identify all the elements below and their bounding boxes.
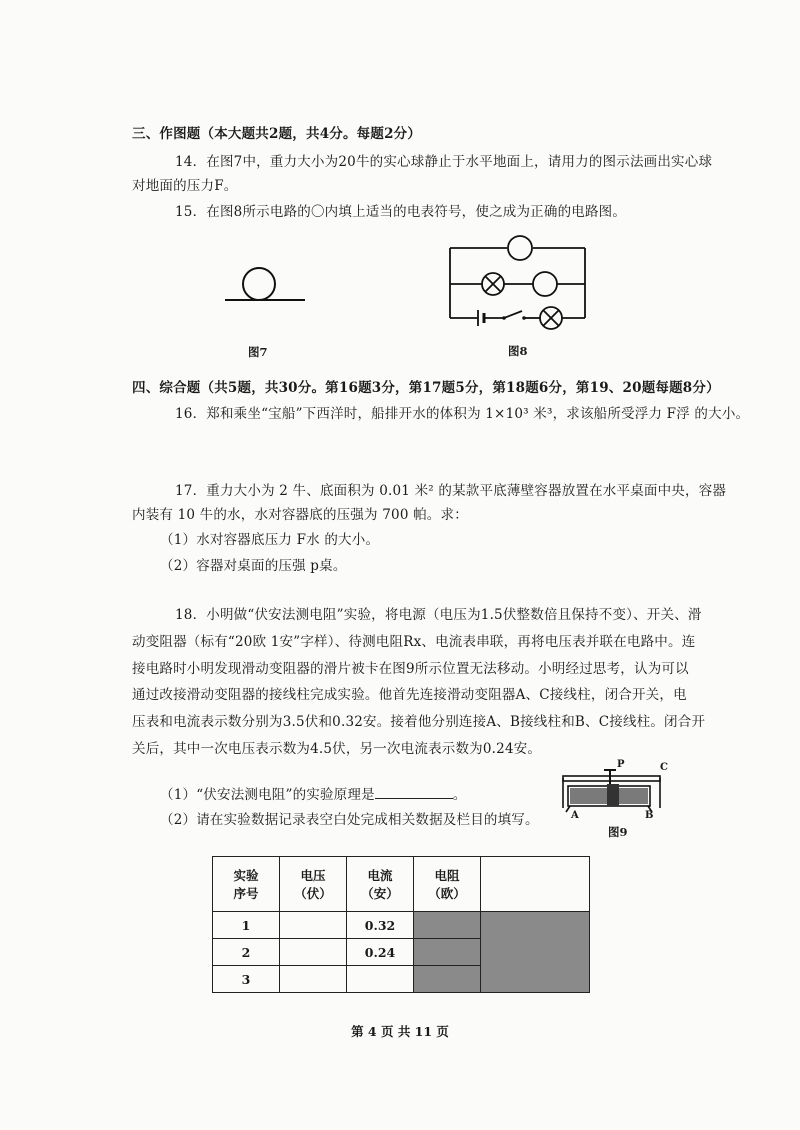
page-footer: 第 4 页 共 11 页 <box>351 1024 449 1039</box>
q18-sub1 <box>160 783 467 803</box>
row2-voltage[interactable] <box>280 939 347 966</box>
row1-voltage[interactable] <box>280 912 347 939</box>
section3-title: 三、作图题（本大题共2题，共4分。每题2分） <box>132 126 422 142</box>
q18-sub1-end: 。 <box>452 787 467 803</box>
row2-seq: 2 <box>213 939 280 966</box>
q18-line3: 接电路时小明发现滑动变阻器的滑片被卡在图9所示位置无法移动。小明经过思考，认为可以 <box>132 661 689 677</box>
q17-sub1: （1）水对容器底压力 F水 的大小。 <box>160 532 380 548</box>
q18-line1: 18．小明做“伏安法测电阻”实验，将电源（电压为1.5伏整数倍且保持不变）、开关、滑 <box>175 607 702 623</box>
row3-voltage[interactable] <box>280 966 347 993</box>
answer-blank[interactable] <box>375 786 453 799</box>
q18-line4: 通过改接滑动变阻器的接线柱完成实验。他首先连接滑动变阻器A、C接线柱，闭合开关，电 <box>132 687 687 703</box>
figure9-caption: 图9 <box>608 825 628 839</box>
average-cell-shaded <box>481 912 590 993</box>
figure9-label-a: A <box>571 810 579 821</box>
header-voltage-line1: 电压 <box>300 868 326 883</box>
q18-line6: 关后，其中一次电压表示数为4.5伏，另一次电流表示数为0.24安。 <box>132 741 542 757</box>
data-record-table <box>212 856 590 993</box>
row3-resistance-shaded <box>414 966 481 993</box>
header-current-line1: 电流 <box>367 868 393 883</box>
q17-line2: 内装有 10 牛的水，水对容器底的压强为 700 帕。求： <box>132 507 468 523</box>
header-current <box>347 857 414 912</box>
header-resistance-line1: 电阻 <box>434 868 460 883</box>
header-resistance-line2: （欧） <box>428 886 466 901</box>
row1-current: 0.32 <box>347 912 414 939</box>
header-seq-line2: 序号 <box>233 886 259 901</box>
header-voltage <box>280 857 347 912</box>
q15-text: 15．在图8所示电路的〇内填上适当的电表符号，使之成为正确的电路图。 <box>175 204 627 220</box>
q17-line1: 17．重力大小为 2 牛、底面积为 0.01 米² 的某款平底薄壁容器放置在水平桌面中央，容器 <box>175 483 727 499</box>
figure7-caption: 图7 <box>248 345 268 359</box>
header-seq <box>213 857 280 912</box>
row2-resistance-shaded <box>414 939 481 966</box>
figure9-rheostat <box>558 762 668 817</box>
figure8-caption: 图8 <box>508 344 528 358</box>
row2-current: 0.24 <box>347 939 414 966</box>
header-blank[interactable] <box>481 857 590 912</box>
header-current-line2: （安） <box>361 886 399 901</box>
row3-current[interactable] <box>347 966 414 993</box>
section4-title: 四、综合题（共5题，共30分。第16题3分，第17题5分，第18题6分，第19、20题每题8分） <box>132 380 720 396</box>
figure9-label-b: B <box>645 810 654 821</box>
figure7-ball-on-ground <box>225 265 315 315</box>
q18-line2: 动变阻器（标有“20欧 1安”字样）、待测电阻Rx、电流表串联，再将电压表并联在电路中。连 <box>132 634 696 650</box>
row1-resistance-shaded <box>414 912 481 939</box>
figure9-label-p: P <box>617 759 625 770</box>
row1-seq: 1 <box>213 912 280 939</box>
q17-sub2: （2）容器对桌面的压强 p桌。 <box>160 558 347 574</box>
q18-line5: 压表和电流表示数分别为3.5伏和0.32安。接着他分别连接A、B接线柱和B、C接线柱。闭合开 <box>132 714 706 730</box>
header-seq-line1: 实验 <box>233 868 259 883</box>
q18-sub1-text: （1）“伏安法测电阻”的实验原理是 <box>160 787 375 803</box>
header-resistance <box>414 857 481 912</box>
row3-seq: 3 <box>213 966 280 993</box>
table-row <box>213 912 590 939</box>
q14-line1: 14．在图7中，重力大小为20牛的实心球静止于水平地面上，请用力的图示法画出实心球 <box>175 154 713 170</box>
q16-text: 16．郑和乘坐“宝船”下西洋时，船排开水的体积为 1×10³ 米³，求该船所受浮力 F浮 的大小。 <box>175 406 750 422</box>
header-voltage-line2: （伏） <box>294 886 332 901</box>
figure9-label-c: C <box>660 762 668 773</box>
q14-line2: 对地面的压力F。 <box>132 178 238 194</box>
q18-sub2: （2）请在实验数据记录表空白处完成相关数据及栏目的填写。 <box>160 812 539 828</box>
figure8-circuit <box>448 232 588 332</box>
